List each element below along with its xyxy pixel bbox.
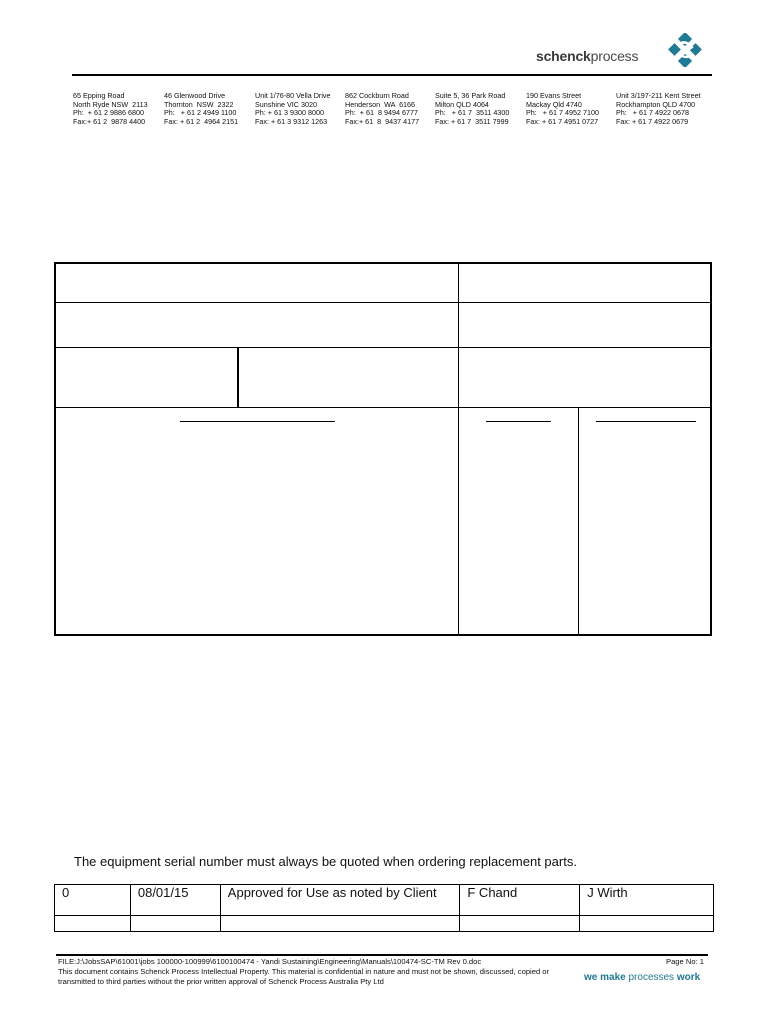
- revision-description: Approved for Use as noted by Client: [220, 885, 460, 916]
- box-divider: [56, 347, 710, 348]
- revision-prepared-by: F Chand: [460, 885, 580, 916]
- address-block: 46 Glenwood Drive Thornton NSW 2322 Ph: + 61 2 4949 1100 Fax: + 61 2 4964 2151: [164, 91, 239, 126]
- revision-number: 0: [55, 885, 131, 916]
- page-number: Page No: 1: [666, 957, 704, 966]
- heading-underline: [486, 421, 551, 422]
- box-divider: [56, 407, 710, 408]
- box-column-divider: [237, 347, 239, 407]
- footer-rule: [56, 954, 708, 956]
- box-column-divider: [578, 407, 579, 634]
- table-row: [55, 916, 714, 932]
- box-column-divider: [458, 264, 459, 634]
- company-logo-icon: [668, 33, 702, 67]
- table-cell: [130, 916, 220, 932]
- address-block: Suite 5, 36 Park Road Milton QLD 4064 Ph: + 61 7 3511 4300 Fax: + 61 7 3511 7999: [435, 91, 510, 126]
- confidentiality-notice: This document contains Schenck Process Intellectual Property. This material is confidential in nature and must not be shown, discussed, copied or transmitted to third parties without the prior written approval of Schenck Process Australia Pty Ltd: [58, 967, 550, 986]
- revision-date: 08/01/15: [130, 885, 220, 916]
- company-tagline: we make processes work: [584, 972, 701, 983]
- heading-underline: [180, 421, 335, 422]
- logo-bold-text: schenck: [536, 48, 591, 64]
- address-block: Unit 1/76-80 Vella Drive Sunshine VIC 3020 Ph: + 61 3 9300 8000 Fax: + 61 3 9312 1263: [255, 91, 331, 126]
- box-divider: [56, 302, 710, 303]
- address-block: 65 Epping Road North Ryde NSW 2113 Ph: + 61 2 9886 6800 Fax:+ 61 2 9878 4400: [73, 91, 148, 126]
- company-logo-text: [536, 48, 638, 64]
- address-block: 862 Cockburn Road Henderson WA 6166 Ph: + 61 8 9494 6777 Fax:+ 61 8 9437 4177: [345, 91, 420, 126]
- header-rule: [72, 74, 712, 76]
- table-cell: [220, 916, 460, 932]
- serial-number-notice: The equipment serial number must always be quoted when ordering replacement parts.: [74, 854, 577, 869]
- document-info-box: [54, 262, 712, 636]
- logo-light-text: process: [590, 48, 639, 64]
- revision-table: [54, 884, 714, 932]
- table-cell: [55, 916, 131, 932]
- table-cell: [580, 916, 714, 932]
- address-block: 190 Evans Street Mackay Qld 4740 Ph: + 61 7 4952 7100 Fax: + 61 7 4951 0727: [526, 91, 599, 126]
- table-cell: [460, 916, 580, 932]
- table-row: [55, 885, 714, 916]
- revision-approved-by: J Wirth: [580, 885, 714, 916]
- file-path: FILE:J:\JobsSAP\61001\jobs 100000-100999\6100100474 - Yandi Sustaining\Engineering\Manuals\100474-SC-TM Rev 0.doc: [58, 957, 482, 966]
- heading-underline: [596, 421, 696, 422]
- address-block: Unit 3/197-211 Kent Street Rockhampton QLD 4700 Ph: + 61 7 4922 0678 Fax: + 61 7 4922 0679: [616, 91, 701, 126]
